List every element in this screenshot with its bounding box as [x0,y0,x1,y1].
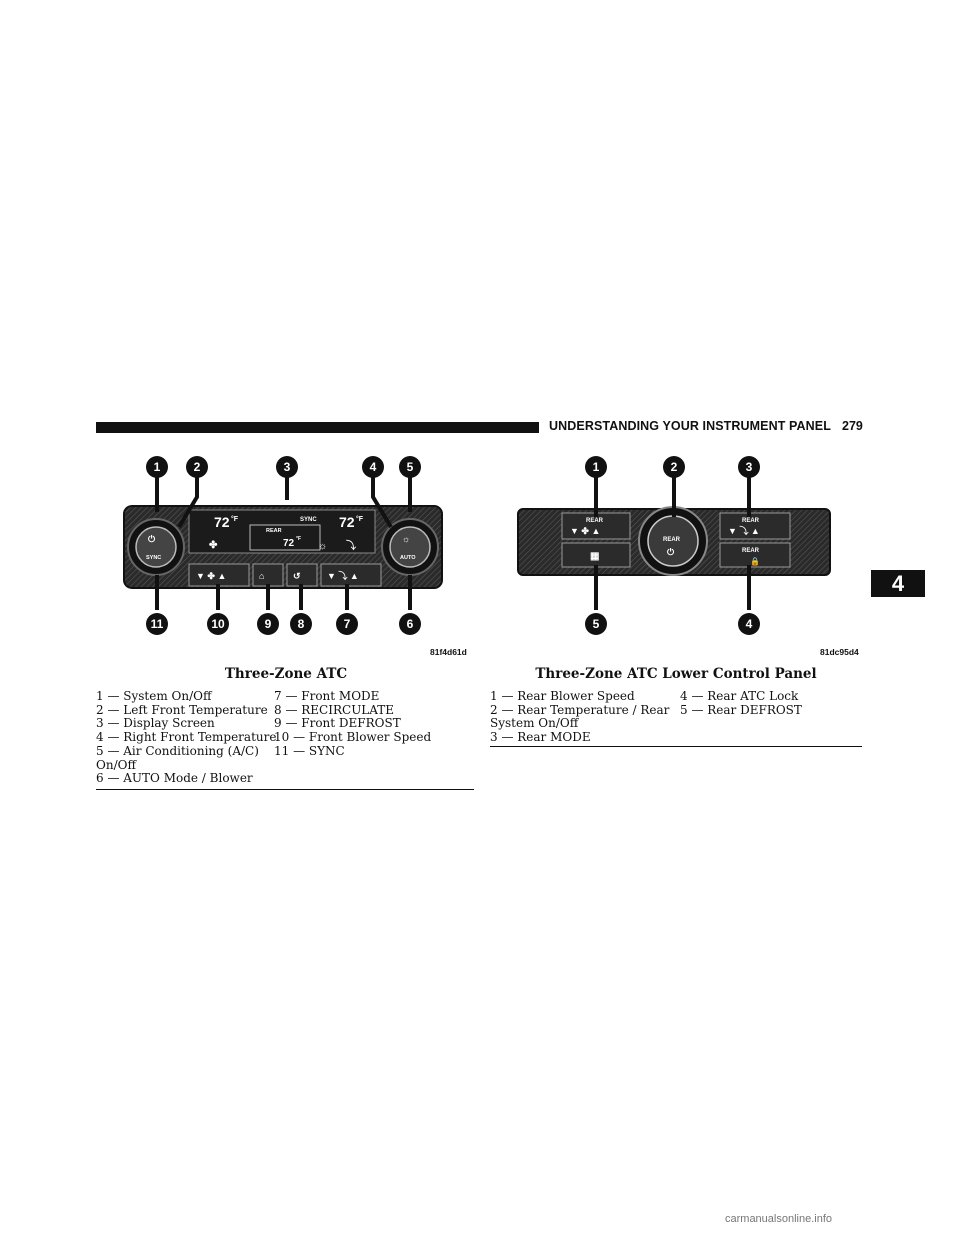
svg-text:°F: °F [356,516,364,523]
callout-6: 6 [406,617,414,631]
mode-icon: ⤵ [346,541,356,552]
callouts-bottom [146,613,421,635]
callouts-top-right [585,456,760,478]
legend-item: 4 — Right Front Temperature [96,730,277,745]
callout-11: 11 [150,617,164,631]
svg-text:▼ ✤ ▲: ▼ ✤ ▲ [196,571,227,581]
callouts-bottom-right [585,613,760,635]
ac-icon: ☼ [402,534,411,544]
rear-indicator: REAR [266,528,282,534]
defrost-icon: ⌂ [259,571,265,581]
recirc-icon: ↺ [293,571,301,581]
svg-text:REAR: REAR [742,548,760,554]
svg-text:°F: °F [296,536,302,542]
recirc-button [287,564,317,586]
legend-item: 1 — Rear Blower Speed [490,689,635,703]
power-icon: ⏻ [148,534,156,544]
callout-4: 4 [369,460,377,474]
rear-temp-readout: 72 [283,538,295,549]
legend-item: 8 — RECIRCULATE [274,702,395,717]
figure-right-rule [490,746,862,747]
knob-rear-label: REAR [663,537,681,543]
legend-item: 7 — Front MODE [274,689,380,703]
legend-item: 4 — Rear ATC Lock [680,689,799,703]
svg-text:▼ ⤵ ▲: ▼ ⤵ ▲ [728,526,760,536]
legend-item: 5 — Rear DEFROST [680,702,802,717]
sun-icon: ☼ [318,541,328,552]
callout-3: 3 [283,460,291,474]
callout-9: 9 [264,617,272,631]
legend-item: 3 — Display Screen [96,716,215,731]
figure-right-caption: Three-Zone ATC Lower Control Panel [535,666,817,682]
legend-item: 6 — AUTO Mode / Blower [96,771,253,786]
callout-5: 5 [406,460,414,474]
sync-indicator: SYNC [300,517,317,523]
figure-lower-control-panel [510,445,870,650]
callout-r2: 2 [670,460,678,474]
legend-item: 11 — SYNC [274,743,345,758]
watermark: carmanualsonline.info [725,1213,833,1225]
chapter-tab: 4 [871,570,925,597]
figure-left-caption: Three-Zone ATC [224,666,348,682]
page-number: 279 [842,419,863,433]
callout-r1: 1 [592,460,600,474]
svg-text:REAR: REAR [586,518,604,524]
left-temp-readout: 72 [214,514,230,530]
figure-left-legend [96,690,476,786]
callout-8: 8 [297,617,305,631]
figure-three-zone-atc [96,445,476,650]
rear-defrost-icon: ▦ [590,551,600,562]
callouts-top [146,456,421,478]
callout-10: 10 [211,617,225,631]
figure-right-code: 81dc95d4 [820,647,859,657]
lock-icon: 🔒 [750,557,760,566]
svg-text:REAR: REAR [742,518,760,524]
legend-item: 2 — Left Front Temperature [96,702,268,717]
atc-panel-illustration [96,445,476,650]
callout-r4: 4 [745,617,753,631]
legend-item: 2 — Rear Temperature / Rear System On/Off [490,702,670,731]
fan-icon: ✤ [209,540,218,551]
knob-sync-label: SYNC [146,555,162,561]
defrost-button [253,564,283,586]
right-temp-readout: 72 [339,514,355,530]
callout-r5: 5 [592,617,600,631]
legend-item: 5 — Air Conditioning (A/C) On/Off [96,743,259,772]
figure-left-code: 81f4d61d [430,647,467,657]
rear-power-icon: ⏻ [667,547,675,557]
header-rule [96,422,539,433]
callout-7: 7 [343,617,351,631]
callout-1: 1 [153,460,161,474]
svg-text:°F: °F [231,516,239,523]
callout-2: 2 [193,460,201,474]
figure-left-rule [96,789,474,790]
legend-item: 1 — System On/Off [96,689,212,703]
knob-auto-label: AUTO [400,555,416,561]
running-header-title: UNDERSTANDING YOUR INSTRUMENT PANEL [549,419,831,433]
legend-item: 3 — Rear MODE [490,730,591,745]
svg-text:▼ ⤵ ▲: ▼ ⤵ ▲ [327,571,359,581]
lower-panel-illustration [510,445,870,650]
legend-item: 10 — Front Blower Speed [274,730,432,745]
figure-right-legend [490,690,862,744]
svg-text:▼ ✤ ▲: ▼ ✤ ▲ [570,526,601,536]
callout-r3: 3 [745,460,753,474]
legend-item: 9 — Front DEFROST [274,716,401,731]
